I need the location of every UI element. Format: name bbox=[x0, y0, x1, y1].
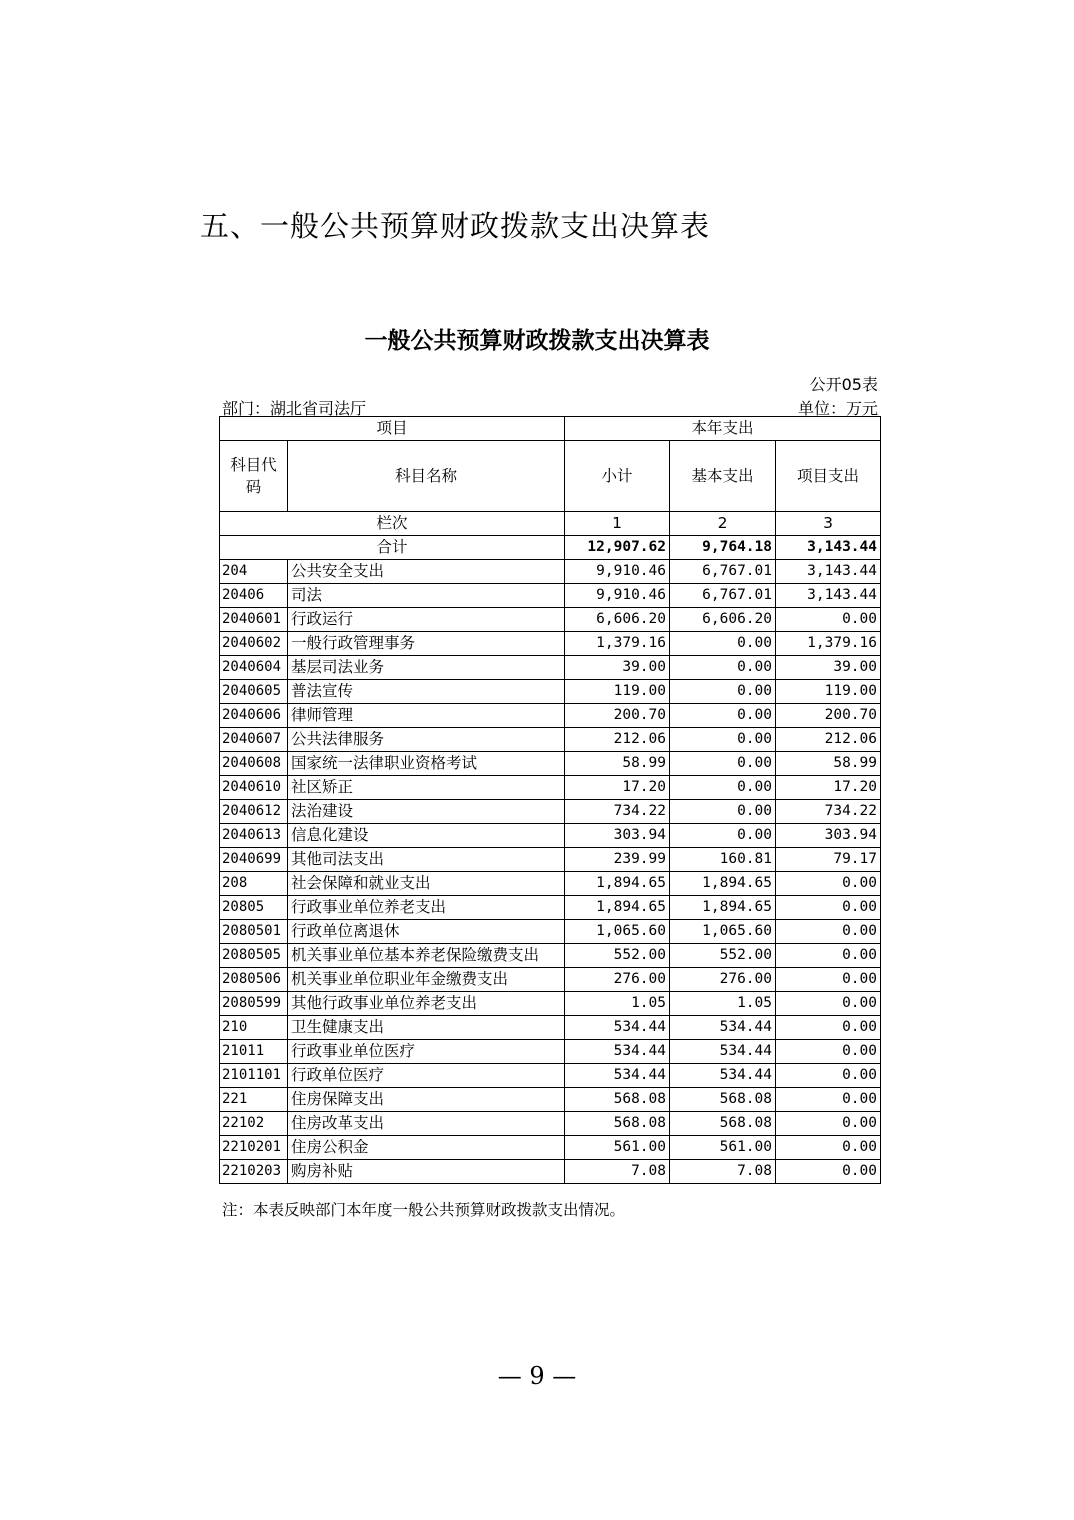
row-basic: 6,767.01 bbox=[670, 584, 776, 608]
table-row bbox=[220, 608, 881, 632]
row-project: 0.00 bbox=[776, 1016, 881, 1040]
row-name: 行政事业单位养老支出 bbox=[288, 896, 565, 920]
row-basic: 568.08 bbox=[670, 1112, 776, 1136]
table-row bbox=[220, 992, 881, 1016]
header-project: 项目支出 bbox=[776, 441, 881, 512]
row-name: 基层司法业务 bbox=[288, 656, 565, 680]
table-row bbox=[220, 1040, 881, 1064]
row-project: 0.00 bbox=[776, 1112, 881, 1136]
row-code: 22102 bbox=[220, 1112, 288, 1136]
row-subtotal: 561.00 bbox=[565, 1136, 670, 1160]
row-name: 社区矫正 bbox=[288, 776, 565, 800]
total-subtotal: 12,907.62 bbox=[565, 536, 670, 560]
total-project: 3,143.44 bbox=[776, 536, 881, 560]
row-project: 0.00 bbox=[776, 1160, 881, 1184]
row-basic: 160.81 bbox=[670, 848, 776, 872]
table-row bbox=[220, 872, 881, 896]
row-basic: 1,894.65 bbox=[670, 896, 776, 920]
row-subtotal: 9,910.46 bbox=[565, 584, 670, 608]
row-project: 0.00 bbox=[776, 1136, 881, 1160]
row-basic: 0.00 bbox=[670, 800, 776, 824]
row-name: 行政运行 bbox=[288, 608, 565, 632]
header-current-year: 本年支出 bbox=[565, 417, 881, 441]
column-index-label: 栏次 bbox=[220, 512, 565, 536]
row-code: 2040604 bbox=[220, 656, 288, 680]
page-number: — 9 — bbox=[497, 1362, 577, 1390]
row-basic: 276.00 bbox=[670, 968, 776, 992]
table-row bbox=[220, 584, 881, 608]
row-name: 购房补贴 bbox=[288, 1160, 565, 1184]
table-row bbox=[220, 1016, 881, 1040]
column-index-2: 2 bbox=[670, 512, 776, 536]
row-name: 信息化建设 bbox=[288, 824, 565, 848]
total-basic: 9,764.18 bbox=[670, 536, 776, 560]
row-name: 公共安全支出 bbox=[288, 560, 565, 584]
row-subtotal: 17.20 bbox=[565, 776, 670, 800]
row-name: 行政事业单位医疗 bbox=[288, 1040, 565, 1064]
row-subtotal: 734.22 bbox=[565, 800, 670, 824]
table-row bbox=[220, 704, 881, 728]
row-code: 2210201 bbox=[220, 1136, 288, 1160]
row-code: 208 bbox=[220, 872, 288, 896]
row-project: 0.00 bbox=[776, 608, 881, 632]
row-basic: 568.08 bbox=[670, 1088, 776, 1112]
row-code: 2210203 bbox=[220, 1160, 288, 1184]
row-basic: 1,894.65 bbox=[670, 872, 776, 896]
row-subtotal: 119.00 bbox=[565, 680, 670, 704]
row-subtotal: 552.00 bbox=[565, 944, 670, 968]
row-code: 2040602 bbox=[220, 632, 288, 656]
row-name: 住房公积金 bbox=[288, 1136, 565, 1160]
row-subtotal: 1,894.65 bbox=[565, 872, 670, 896]
row-project: 3,143.44 bbox=[776, 560, 881, 584]
row-project: 303.94 bbox=[776, 824, 881, 848]
row-project: 1,379.16 bbox=[776, 632, 881, 656]
row-code: 21011 bbox=[220, 1040, 288, 1064]
row-project: 3,143.44 bbox=[776, 584, 881, 608]
row-basic: 552.00 bbox=[670, 944, 776, 968]
row-subtotal: 39.00 bbox=[565, 656, 670, 680]
table-row bbox=[220, 800, 881, 824]
row-code: 2040607 bbox=[220, 728, 288, 752]
row-basic: 1.05 bbox=[670, 992, 776, 1016]
unit-label: 单位：万元 bbox=[797, 399, 878, 418]
row-basic: 534.44 bbox=[670, 1064, 776, 1088]
row-name: 国家统一法律职业资格考试 bbox=[288, 752, 565, 776]
row-name: 其他司法支出 bbox=[288, 848, 565, 872]
row-project: 58.99 bbox=[776, 752, 881, 776]
row-name: 司法 bbox=[288, 584, 565, 608]
column-index-3: 3 bbox=[776, 512, 881, 536]
row-code: 2080599 bbox=[220, 992, 288, 1016]
row-subtotal: 6,606.20 bbox=[565, 608, 670, 632]
row-name: 行政单位离退休 bbox=[288, 920, 565, 944]
row-code: 2080501 bbox=[220, 920, 288, 944]
header-code: 科目代码 bbox=[220, 441, 288, 512]
row-basic: 7.08 bbox=[670, 1160, 776, 1184]
section-heading: 五、一般公共预算财政拨款支出决算表 bbox=[200, 209, 711, 243]
row-subtotal: 1,379.16 bbox=[565, 632, 670, 656]
row-subtotal: 568.08 bbox=[565, 1112, 670, 1136]
row-basic: 0.00 bbox=[670, 680, 776, 704]
row-code: 2080506 bbox=[220, 968, 288, 992]
table-row bbox=[220, 752, 881, 776]
row-code: 2040612 bbox=[220, 800, 288, 824]
row-code: 210 bbox=[220, 1016, 288, 1040]
row-subtotal: 1,894.65 bbox=[565, 896, 670, 920]
row-basic: 1,065.60 bbox=[670, 920, 776, 944]
budget-table bbox=[219, 416, 881, 1184]
table-row bbox=[220, 560, 881, 584]
table-row bbox=[220, 1136, 881, 1160]
row-name: 社会保障和就业支出 bbox=[288, 872, 565, 896]
row-basic: 0.00 bbox=[670, 776, 776, 800]
table-row bbox=[220, 656, 881, 680]
row-name: 一般行政管理事务 bbox=[288, 632, 565, 656]
column-index-1: 1 bbox=[565, 512, 670, 536]
table-row bbox=[220, 1160, 881, 1184]
row-basic: 0.00 bbox=[670, 632, 776, 656]
row-project: 0.00 bbox=[776, 1040, 881, 1064]
table-note: 注：本表反映部门本年度一般公共预算财政拨款支出情况。 bbox=[222, 1201, 626, 1219]
table-row bbox=[220, 1088, 881, 1112]
table-row bbox=[220, 944, 881, 968]
row-basic: 534.44 bbox=[670, 1016, 776, 1040]
row-subtotal: 212.06 bbox=[565, 728, 670, 752]
row-subtotal: 239.99 bbox=[565, 848, 670, 872]
row-subtotal: 534.44 bbox=[565, 1016, 670, 1040]
row-name: 卫生健康支出 bbox=[288, 1016, 565, 1040]
row-basic: 0.00 bbox=[670, 824, 776, 848]
row-project: 212.06 bbox=[776, 728, 881, 752]
row-basic: 6,606.20 bbox=[670, 608, 776, 632]
row-code: 20406 bbox=[220, 584, 288, 608]
header-basic: 基本支出 bbox=[670, 441, 776, 512]
row-project: 0.00 bbox=[776, 968, 881, 992]
row-name: 机关事业单位基本养老保险缴费支出 bbox=[288, 944, 565, 968]
total-label: 合计 bbox=[220, 536, 565, 560]
row-code: 2040610 bbox=[220, 776, 288, 800]
row-project: 79.17 bbox=[776, 848, 881, 872]
row-project: 0.00 bbox=[776, 896, 881, 920]
row-subtotal: 58.99 bbox=[565, 752, 670, 776]
table-row bbox=[220, 1064, 881, 1088]
table-row bbox=[220, 632, 881, 656]
row-subtotal: 1.05 bbox=[565, 992, 670, 1016]
row-subtotal: 534.44 bbox=[565, 1064, 670, 1088]
row-project: 0.00 bbox=[776, 944, 881, 968]
row-project: 734.22 bbox=[776, 800, 881, 824]
row-code: 2040608 bbox=[220, 752, 288, 776]
table-row bbox=[220, 776, 881, 800]
row-code: 20805 bbox=[220, 896, 288, 920]
row-name: 公共法律服务 bbox=[288, 728, 565, 752]
row-name: 法治建设 bbox=[288, 800, 565, 824]
row-name: 行政单位医疗 bbox=[288, 1064, 565, 1088]
row-basic: 0.00 bbox=[670, 656, 776, 680]
row-basic: 0.00 bbox=[670, 728, 776, 752]
row-subtotal: 534.44 bbox=[565, 1040, 670, 1064]
row-subtotal: 276.00 bbox=[565, 968, 670, 992]
row-code: 2040601 bbox=[220, 608, 288, 632]
row-basic: 6,767.01 bbox=[670, 560, 776, 584]
row-code: 204 bbox=[220, 560, 288, 584]
row-project: 0.00 bbox=[776, 1088, 881, 1112]
table-row bbox=[220, 1112, 881, 1136]
table-row bbox=[220, 680, 881, 704]
row-basic: 534.44 bbox=[670, 1040, 776, 1064]
row-subtotal: 1,065.60 bbox=[565, 920, 670, 944]
row-name: 住房保障支出 bbox=[288, 1088, 565, 1112]
row-project: 200.70 bbox=[776, 704, 881, 728]
table-row bbox=[220, 920, 881, 944]
row-name: 其他行政事业单位养老支出 bbox=[288, 992, 565, 1016]
row-subtotal: 9,910.46 bbox=[565, 560, 670, 584]
header-name: 科目名称 bbox=[288, 441, 565, 512]
row-project: 17.20 bbox=[776, 776, 881, 800]
table-row bbox=[220, 728, 881, 752]
row-code: 2040699 bbox=[220, 848, 288, 872]
row-subtotal: 7.08 bbox=[565, 1160, 670, 1184]
row-project: 39.00 bbox=[776, 656, 881, 680]
row-name: 普法宣传 bbox=[288, 680, 565, 704]
row-code: 221 bbox=[220, 1088, 288, 1112]
table-row bbox=[220, 896, 881, 920]
row-code: 2040606 bbox=[220, 704, 288, 728]
table-row bbox=[220, 968, 881, 992]
row-code: 2040605 bbox=[220, 680, 288, 704]
row-name: 律师管理 bbox=[288, 704, 565, 728]
table-row bbox=[220, 848, 881, 872]
row-code: 2040613 bbox=[220, 824, 288, 848]
row-basic: 0.00 bbox=[670, 704, 776, 728]
row-project: 0.00 bbox=[776, 992, 881, 1016]
row-code: 2101101 bbox=[220, 1064, 288, 1088]
row-basic: 0.00 bbox=[670, 752, 776, 776]
row-subtotal: 200.70 bbox=[565, 704, 670, 728]
row-basic: 561.00 bbox=[670, 1136, 776, 1160]
row-name: 机关事业单位职业年金缴费支出 bbox=[288, 968, 565, 992]
row-project: 0.00 bbox=[776, 920, 881, 944]
row-subtotal: 568.08 bbox=[565, 1088, 670, 1112]
header-item: 项目 bbox=[220, 417, 565, 441]
row-project: 0.00 bbox=[776, 1064, 881, 1088]
row-subtotal: 303.94 bbox=[565, 824, 670, 848]
row-code: 2080505 bbox=[220, 944, 288, 968]
row-name: 住房改革支出 bbox=[288, 1112, 565, 1136]
row-project: 0.00 bbox=[776, 872, 881, 896]
table-row bbox=[220, 824, 881, 848]
department-label: 部门：湖北省司法厅 bbox=[222, 399, 367, 418]
form-number: 公开05表 bbox=[809, 375, 878, 394]
table-title: 一般公共预算财政拨款支出决算表 bbox=[364, 328, 710, 354]
row-project: 119.00 bbox=[776, 680, 881, 704]
header-subtotal: 小计 bbox=[565, 441, 670, 512]
